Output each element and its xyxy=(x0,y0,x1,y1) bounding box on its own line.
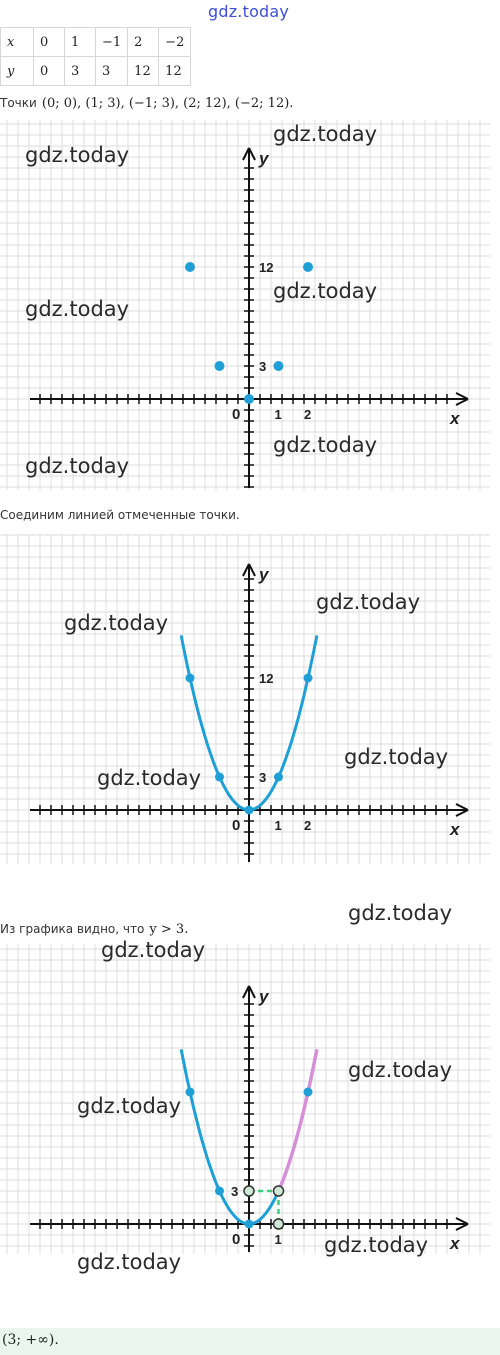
x-cell: 0 xyxy=(34,28,65,57)
y-tick-label: 12 xyxy=(259,260,274,275)
watermark: gdz.today xyxy=(25,454,130,478)
y-tick-label: 3 xyxy=(259,770,267,785)
connect-text: Соединим линией отмеченные точки. xyxy=(0,508,240,522)
x-cell: −2 xyxy=(159,28,191,57)
data-point xyxy=(215,361,225,371)
x-cell: 1 xyxy=(65,28,96,57)
y-cell: 12 xyxy=(159,57,191,86)
x-tick-label: 1 xyxy=(274,1232,282,1247)
data-point xyxy=(303,262,313,272)
table-row-x xyxy=(1,28,191,57)
conclusion-prefix: Из графика видно, что xyxy=(0,922,145,936)
origin-label: 0 xyxy=(232,406,241,423)
marked-point xyxy=(274,1186,284,1196)
watermark: gdz.today xyxy=(273,122,378,146)
x-tick-label: 1 xyxy=(274,818,282,833)
watermark: gdz.today xyxy=(273,279,378,303)
x-header: x xyxy=(1,28,34,57)
data-point xyxy=(185,262,195,272)
site-title[interactable]: gdz.today xyxy=(208,2,290,21)
x-axis-marked-point xyxy=(274,1219,284,1229)
x-tick-label: 2 xyxy=(304,407,312,422)
data-point xyxy=(304,1088,313,1097)
y-cell: 12 xyxy=(128,57,159,86)
watermark: gdz.today xyxy=(64,611,169,635)
y-axis-marked-point xyxy=(244,1186,254,1196)
watermark: gdz.today xyxy=(77,1094,182,1118)
y-cell: 3 xyxy=(65,57,96,86)
x-tick-label: 2 xyxy=(304,818,312,833)
data-point xyxy=(245,806,254,815)
x-axis-label: x xyxy=(450,1234,460,1253)
watermark: gdz.today xyxy=(97,766,202,790)
data-point xyxy=(274,361,284,371)
points-line xyxy=(0,92,293,111)
x-cell: −1 xyxy=(96,28,128,57)
graph-solution xyxy=(0,944,490,1254)
watermark: gdz.today xyxy=(25,297,130,321)
data-point xyxy=(304,674,313,683)
y-axis-label: y xyxy=(259,565,269,584)
data-point xyxy=(215,1187,224,1196)
watermark: gdz.today xyxy=(77,1250,182,1274)
origin-label: 0 xyxy=(232,1231,241,1248)
parabola-curve xyxy=(181,1049,278,1224)
x-axis-label: x xyxy=(450,820,460,839)
data-point xyxy=(274,773,283,782)
data-point xyxy=(244,394,254,404)
watermark: gdz.today xyxy=(344,745,449,769)
y-axis-label: y xyxy=(259,987,269,1006)
origin-label: 0 xyxy=(232,817,241,834)
answer-box xyxy=(0,1328,500,1355)
points-math: (0; 0), (1; 3), (−1; 3), (2; 12), (−2; 12). xyxy=(41,96,294,111)
graph-parabola xyxy=(0,534,490,864)
conclusion-math: y > 3. xyxy=(149,922,189,937)
x-cell: 2 xyxy=(128,28,159,57)
watermark: gdz.today xyxy=(324,1233,429,1257)
y-tick-label: 12 xyxy=(259,671,274,686)
x-axis-label: x xyxy=(450,409,460,428)
y-axis-label: y xyxy=(259,149,269,168)
watermark: gdz.today xyxy=(316,590,421,614)
y-tick-label: 3 xyxy=(231,1184,239,1199)
solution-curve xyxy=(279,1049,317,1191)
y-header: y xyxy=(1,57,34,86)
data-point xyxy=(245,1220,254,1229)
data-point xyxy=(186,1088,195,1097)
watermark: gdz.today xyxy=(348,1058,453,1082)
y-cell: 0 xyxy=(34,57,65,86)
data-point xyxy=(186,674,195,683)
values-table xyxy=(0,27,191,86)
watermark: gdz.today xyxy=(273,433,378,457)
table-row-y xyxy=(1,57,191,86)
points-prefix: Точки xyxy=(0,96,37,110)
watermark: gdz.today xyxy=(101,938,206,962)
data-point xyxy=(215,773,224,782)
watermark: gdz.today xyxy=(348,901,453,925)
y-tick-label: 3 xyxy=(259,359,267,374)
y-cell: 3 xyxy=(96,57,128,86)
x-tick-label: 1 xyxy=(274,407,282,422)
conclusion-line xyxy=(0,918,188,937)
watermark: gdz.today xyxy=(25,143,130,167)
answer-math: (3; +∞). xyxy=(2,1332,59,1348)
